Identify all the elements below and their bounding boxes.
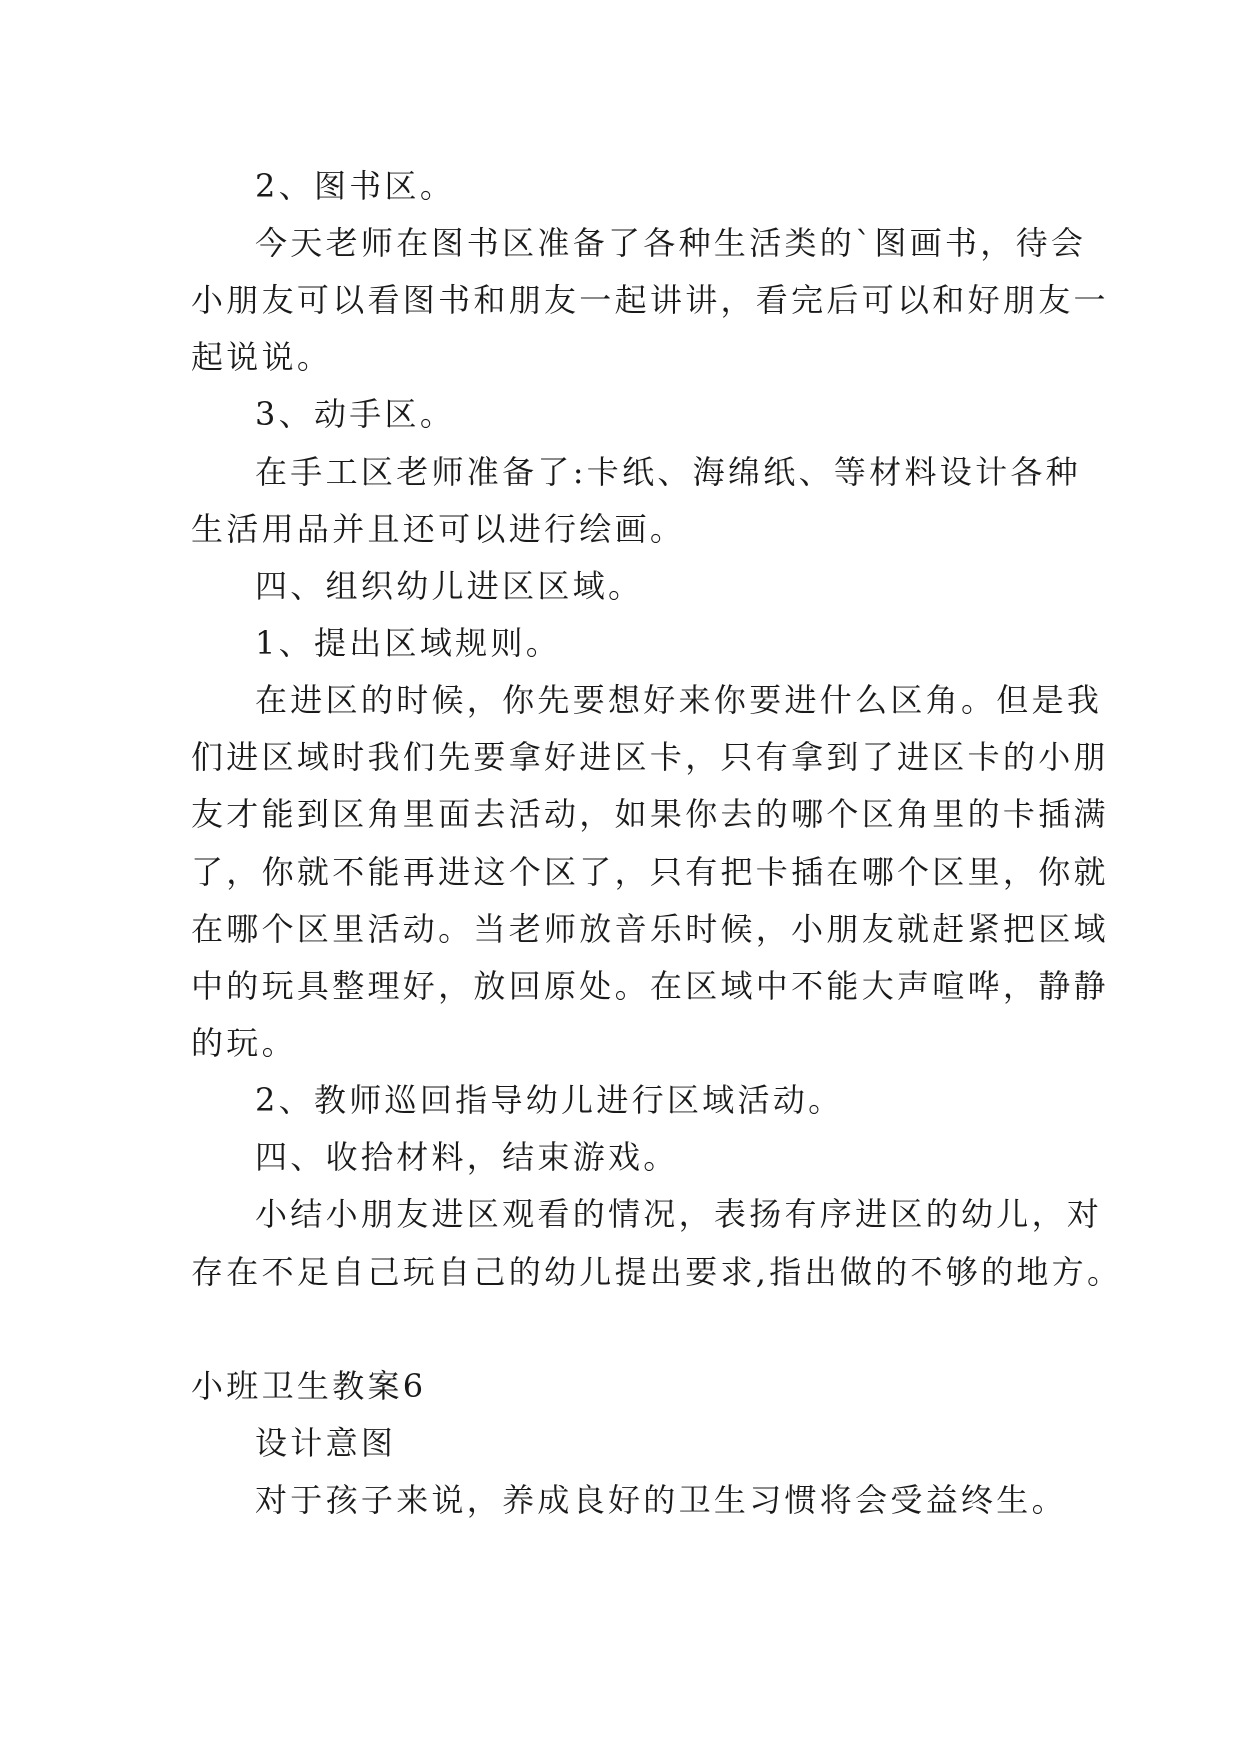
paragraph-line: 小结小朋友进区观看的情况，表扬有序进区的幼儿，对 bbox=[255, 1195, 1103, 1233]
paragraph-line: 的玩。 bbox=[191, 1024, 297, 1062]
paragraph-line: 起说说。 bbox=[191, 338, 333, 376]
paragraph-line: 中的玩具整理好，放回原处。在区域中不能大声喧哗，静静 bbox=[191, 967, 1109, 1005]
paragraph-line: 存在不足自己玩自己的幼儿提出要求,指出做的不够的地方。 bbox=[191, 1253, 1123, 1291]
paragraph-line: 友才能到区角里面去活动，如果你去的哪个区角里的卡插满 bbox=[191, 795, 1109, 833]
section-heading-rules: 1、提出区域规则。 bbox=[255, 624, 562, 662]
paragraph-line: 在进区的时候，你先要想好来你要进什么区角。但是我 bbox=[255, 681, 1103, 719]
section-heading-organize: 四、组织幼儿进区区域。 bbox=[255, 567, 644, 605]
section-heading-guidance: 2、教师巡回指导幼儿进行区域活动。 bbox=[255, 1081, 844, 1119]
section-heading-book-area: 2、图书区。 bbox=[255, 167, 456, 205]
paragraph-line: 们进区域时我们先要拿好进区卡，只有拿到了进区卡的小朋 bbox=[191, 738, 1109, 776]
paragraph-line: 小朋友可以看图书和朋友一起讲讲，看完后可以和好朋友一 bbox=[191, 281, 1109, 319]
lesson-plan-title: 小班卫生教案6 bbox=[191, 1367, 427, 1405]
paragraph-line: 对于孩子来说，养成良好的卫生习惯将会受益终生。 bbox=[255, 1481, 1067, 1519]
paragraph-line: 生活用品并且还可以进行绘画。 bbox=[191, 510, 686, 548]
section-heading-cleanup: 四、收拾材料，结束游戏。 bbox=[255, 1138, 679, 1176]
paragraph-line: 在哪个区里活动。当老师放音乐时候，小朋友就赶紧把区域 bbox=[191, 910, 1109, 948]
paragraph-line: 今天老师在图书区准备了各种生活类的`图画书，待会 bbox=[255, 224, 1087, 262]
paragraph-line: 了，你就不能再进这个区了，只有把卡插在哪个区里，你就 bbox=[191, 853, 1109, 891]
paragraph-line: 在手工区老师准备了:卡纸、海绵纸、等材料设计各种 bbox=[255, 453, 1081, 491]
section-heading-design-intent: 设计意图 bbox=[255, 1424, 397, 1462]
section-heading-hands-on-area: 3、动手区。 bbox=[255, 395, 456, 433]
